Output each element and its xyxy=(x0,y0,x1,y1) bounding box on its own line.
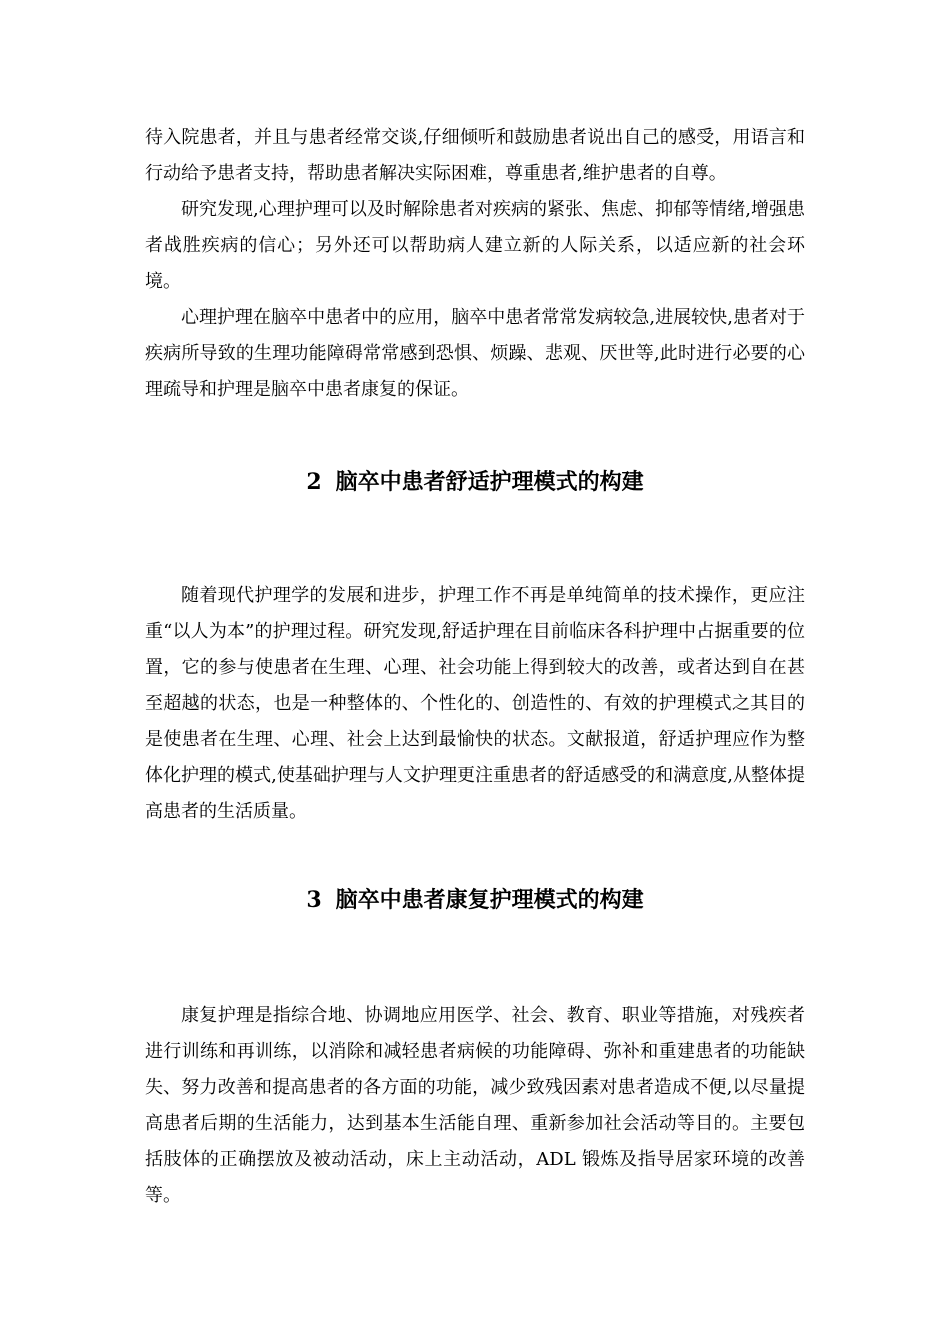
paragraph-rehab-nursing: 康复护理是指综合地、协调地应用医学、社会、教育、职业等措施，对残疾者进行训练和再训练，以消除和减轻患者病候的功能障碍、弥补和重建患者的功能缺失、努力改善和提高患者的各方面的功能，减少致残因素对患者造成不便,以尽量提高患者后期的生活能力，达到基本生活能自理、重新参加社会活动等目的。主要包括肢体的正确摆放及被动活动，床上主动活动，ADL 锻炼及指导居家环境的改善等。 xyxy=(145,1005,805,1206)
paragraph-continuation: 待入院患者，并且与患者经常交谈,仔细倾听和鼓励患者说出自己的感受，用语言和行动给予患者支持，帮助患者解决实际困难，尊重患者,维护患者的自尊。 xyxy=(145,127,805,184)
section-heading-2 xyxy=(145,464,805,500)
section-heading-3 xyxy=(145,882,805,918)
section-number: 2 xyxy=(306,469,322,495)
section-title: 脑卒中患者康复护理模式的构建 xyxy=(335,887,644,913)
paragraph-comfort-nursing: 随着现代护理学的发展和进步，护理工作不再是单纯简单的技术操作，更应注重“以人为本”的护理过程。研究发现,舒适护理在目前临床各科护理中占据重要的位置，它的参与使患者在生理、心理、社会功能上得到较大的改善，或者达到自在甚至超越的状态，也是一种整体的、个性化的、创造性的、有效的护理模式之其目的是使患者在生理、心理、社会上达到最愉快的状态。文献报道，舒适护理应作为整体化护理的模式,使基础护理与人文护理更注重患者的舒适感受的和满意度,从整体提高患者的生活质量。 xyxy=(145,585,805,822)
paragraph-psych-research: 研究发现,心理护理可以及时解除患者对疾病的紧张、焦虑、抑郁等情绪,增强患者战胜疾病的信心；另外还可以帮助病人建立新的人际关系，以适应新的社会环境。 xyxy=(145,199,805,292)
paragraph-psych-application: 心理护理在脑卒中患者中的应用，脑卒中患者常常发病较急,进展较快,患者对于疾病所导致的生理功能障碍常常感到恐惧、烦躁、悲观、厌世等,此时进行必要的心理疏导和护理是脑卒中患者康复的保证。 xyxy=(145,307,805,400)
document-page xyxy=(145,120,805,1214)
section-title: 脑卒中患者舒适护理模式的构建 xyxy=(335,469,644,495)
section-number: 3 xyxy=(306,887,322,913)
